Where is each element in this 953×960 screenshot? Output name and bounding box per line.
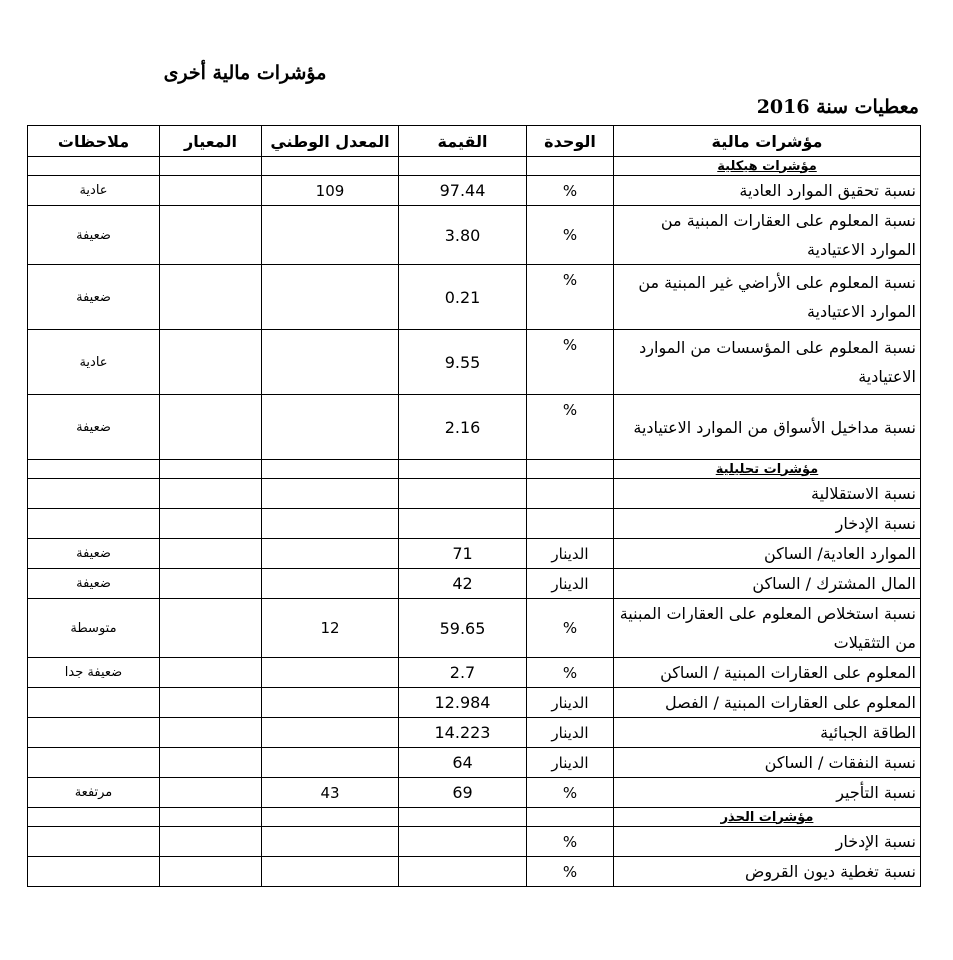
table-row	[28, 539, 921, 569]
national-average-cell: 109	[262, 176, 399, 206]
notes-cell: ضعيفة	[28, 206, 160, 265]
value-cell: 3.80	[399, 206, 527, 265]
unit-cell: %	[527, 658, 614, 688]
table-row	[28, 658, 921, 688]
unit-cell: %	[527, 395, 614, 460]
value-cell: 9.55	[399, 330, 527, 395]
unit-cell: %	[527, 265, 614, 330]
section-heading: مؤشرات تحليلية	[614, 460, 921, 479]
notes-cell	[28, 718, 160, 748]
norm-cell	[160, 479, 262, 509]
indicator-cell: نسبة المعلوم على العقارات المبنية من الموارد الاعتيادية	[614, 206, 921, 265]
unit-cell	[527, 479, 614, 509]
indicator-cell: المعلوم على العقارات المبنية / الفصل	[614, 688, 921, 718]
table-row	[28, 176, 921, 206]
section-row	[28, 808, 921, 827]
unit-cell: %	[527, 176, 614, 206]
table-body	[28, 157, 921, 887]
empty-cell	[527, 808, 614, 827]
empty-cell	[527, 157, 614, 176]
norm-cell	[160, 599, 262, 658]
column-header-indicator: مؤشرات مالية	[614, 126, 921, 157]
table-row	[28, 569, 921, 599]
notes-cell: ضعيفة	[28, 539, 160, 569]
norm-cell	[160, 778, 262, 808]
indicator-cell: الطاقة الجبائية	[614, 718, 921, 748]
norm-cell	[160, 857, 262, 887]
table-row	[28, 827, 921, 857]
value-cell: 12.984	[399, 688, 527, 718]
value-cell: 64	[399, 748, 527, 778]
indicator-cell: نسبة المعلوم على المؤسسات من الموارد الاعتيادية	[614, 330, 921, 395]
national-average-cell	[262, 827, 399, 857]
table-row	[28, 479, 921, 509]
column-header-norm: المعيار	[160, 126, 262, 157]
indicator-cell: نسبة الإدخار	[614, 509, 921, 539]
indicator-cell: الموارد العادية/ الساكن	[614, 539, 921, 569]
national-average-cell	[262, 265, 399, 330]
national-average-cell	[262, 539, 399, 569]
national-average-cell	[262, 688, 399, 718]
norm-cell	[160, 569, 262, 599]
table-row	[28, 748, 921, 778]
empty-cell	[28, 460, 160, 479]
empty-cell	[527, 460, 614, 479]
table-row	[28, 718, 921, 748]
norm-cell	[160, 748, 262, 778]
empty-cell	[160, 808, 262, 827]
norm-cell	[160, 658, 262, 688]
empty-cell	[160, 157, 262, 176]
notes-cell: عادية	[28, 176, 160, 206]
unit-cell: %	[527, 599, 614, 658]
value-cell: 2.16	[399, 395, 527, 460]
section-row	[28, 157, 921, 176]
norm-cell	[160, 688, 262, 718]
empty-cell	[262, 460, 399, 479]
norm-cell	[160, 718, 262, 748]
notes-cell	[28, 509, 160, 539]
national-average-cell	[262, 718, 399, 748]
column-header-unit: الوحدة	[527, 126, 614, 157]
empty-cell	[28, 808, 160, 827]
unit-cell: الدينار	[527, 718, 614, 748]
indicator-cell: نسبة استخلاص المعلوم على العقارات المبنية من التثقيلات	[614, 599, 921, 658]
national-average-cell	[262, 857, 399, 887]
unit-cell: الدينار	[527, 569, 614, 599]
national-average-cell	[262, 479, 399, 509]
empty-cell	[399, 808, 527, 827]
notes-cell: ضعيفة	[28, 265, 160, 330]
empty-cell	[399, 460, 527, 479]
notes-cell: ضعيفة	[28, 395, 160, 460]
table-row	[28, 857, 921, 887]
value-cell	[399, 857, 527, 887]
unit-cell: الدينار	[527, 748, 614, 778]
notes-cell: متوسطة	[28, 599, 160, 658]
table-row	[28, 206, 921, 265]
national-average-cell	[262, 748, 399, 778]
value-cell: 71	[399, 539, 527, 569]
value-cell	[399, 509, 527, 539]
norm-cell	[160, 206, 262, 265]
unit-cell	[527, 509, 614, 539]
norm-cell	[160, 395, 262, 460]
notes-cell	[28, 748, 160, 778]
norm-cell	[160, 330, 262, 395]
national-average-cell	[262, 569, 399, 599]
norm-cell	[160, 265, 262, 330]
table-row	[28, 688, 921, 718]
indicator-cell: نسبة التأجير	[614, 778, 921, 808]
empty-cell	[262, 808, 399, 827]
notes-cell: ضعيفة	[28, 569, 160, 599]
norm-cell	[160, 539, 262, 569]
national-average-cell	[262, 206, 399, 265]
indicator-cell: نسبة تحقيق الموارد العادية	[614, 176, 921, 206]
indicator-cell: نسبة الإدخار	[614, 827, 921, 857]
table-row	[28, 330, 921, 395]
header-row	[28, 126, 921, 157]
notes-cell	[28, 479, 160, 509]
unit-cell: الدينار	[527, 688, 614, 718]
notes-cell	[28, 688, 160, 718]
section-heading: مؤشرات الحذر	[614, 808, 921, 827]
indicator-cell: نسبة تغطية ديون القروض	[614, 857, 921, 887]
indicator-cell: نسبة المعلوم على الأراضي غير المبنية من الموارد الاعتيادية	[614, 265, 921, 330]
notes-cell	[28, 827, 160, 857]
norm-cell	[160, 827, 262, 857]
table-row	[28, 599, 921, 658]
indicator-cell: المعلوم على العقارات المبنية / الساكن	[614, 658, 921, 688]
table-row	[28, 265, 921, 330]
value-cell: 42	[399, 569, 527, 599]
national-average-cell	[262, 658, 399, 688]
value-cell	[399, 479, 527, 509]
empty-cell	[262, 157, 399, 176]
value-cell: 0.21	[399, 265, 527, 330]
unit-cell: الدينار	[527, 539, 614, 569]
value-cell	[399, 827, 527, 857]
column-header-notes: ملاحظات	[28, 126, 160, 157]
section-heading: مؤشرات هيكلية	[614, 157, 921, 176]
indicator-cell: نسبة مداخيل الأسواق من الموارد الاعتيادية	[614, 395, 921, 460]
indicator-cell: المال المشترك / الساكن	[614, 569, 921, 599]
notes-cell: ضعيفة جدا	[28, 658, 160, 688]
value-cell: 14.223	[399, 718, 527, 748]
norm-cell	[160, 176, 262, 206]
unit-cell: %	[527, 827, 614, 857]
unit-cell: %	[527, 778, 614, 808]
value-cell: 2.7	[399, 658, 527, 688]
national-average-cell	[262, 509, 399, 539]
section-row	[28, 460, 921, 479]
unit-cell: %	[527, 857, 614, 887]
indicator-cell: نسبة الاستقلالية	[614, 479, 921, 509]
column-header-value: القيمة	[399, 126, 527, 157]
value-cell: 59.65	[399, 599, 527, 658]
unit-cell: %	[527, 206, 614, 265]
norm-cell	[160, 509, 262, 539]
empty-cell	[399, 157, 527, 176]
table-row	[28, 778, 921, 808]
table-row	[28, 509, 921, 539]
empty-cell	[28, 157, 160, 176]
unit-cell: %	[527, 330, 614, 395]
national-average-cell	[262, 395, 399, 460]
empty-cell	[160, 460, 262, 479]
notes-cell: عادية	[28, 330, 160, 395]
national-average-cell	[262, 330, 399, 395]
value-cell: 97.44	[399, 176, 527, 206]
national-average-cell: 43	[262, 778, 399, 808]
national-average-cell: 12	[262, 599, 399, 658]
table-row	[28, 395, 921, 460]
value-cell: 69	[399, 778, 527, 808]
column-header-national-average: المعدل الوطني	[262, 126, 399, 157]
notes-cell	[28, 857, 160, 887]
document-title: مؤشرات مالية أخرى	[163, 62, 327, 84]
indicators-table	[27, 125, 921, 887]
notes-cell: مرتفعة	[28, 778, 160, 808]
indicator-cell: نسبة النفقات / الساكن	[614, 748, 921, 778]
document-subtitle: معطيات سنة 2016	[756, 96, 919, 118]
